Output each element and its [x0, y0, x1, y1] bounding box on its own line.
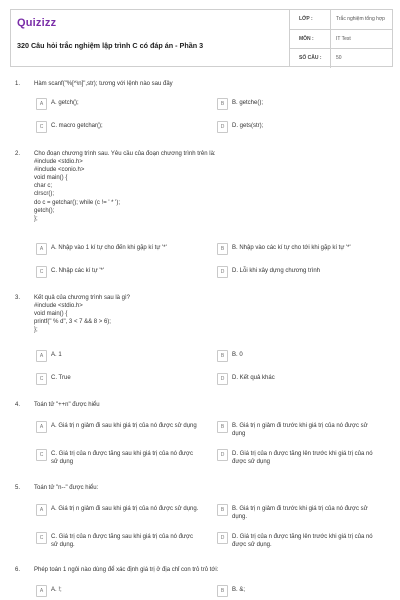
option-text: C. Nhập các kí tự '*' [51, 268, 104, 274]
question-number: 4. [15, 402, 21, 408]
option-text: B. 0 [232, 352, 243, 358]
question-number: 3. [15, 295, 21, 301]
option-letter-box: C [36, 532, 47, 544]
meta-key: LỚP : [299, 16, 313, 22]
meta-key: SỐ CÂU : [299, 55, 322, 62]
meta-key: MÔN : [299, 35, 314, 42]
question-number: 2. [15, 151, 21, 157]
option-text: B. Nhập vào các kí tự cho tới khi gặp kí tự '*' [232, 245, 351, 251]
option-text: D. Giá trị của n được tăng lên trước khi giá trị của nó được sử dụng [232, 451, 373, 466]
option-text: A. Giá trị n giảm đi sau khi giá trị của nó được sử dụng. [51, 506, 199, 512]
question-number: 5. [15, 485, 21, 491]
option-letter-box: B [217, 98, 228, 110]
option-letter-box: C [36, 449, 47, 461]
meta-row-subject [290, 30, 393, 50]
option-text: D. Kết quả khác [232, 375, 275, 381]
option-letter-box: A [36, 350, 47, 362]
option-letter-box: B [217, 504, 228, 516]
option-letter-box: D [217, 121, 228, 133]
option-text: A. Nhập vào 1 kí tự cho đến khi gặp kí tự '*' [51, 245, 167, 251]
option-text: B. Giá trị n giảm đi trước khi giá trị của nó được sử dụng. [232, 506, 368, 521]
option-letter-box: A [36, 421, 47, 433]
option-letter-box: D [217, 373, 228, 385]
quizizz-logo: Quizizz [17, 17, 57, 29]
option-text: C. Giá trị của n được tăng sau khi giá trị của nó được sử dụng [51, 451, 193, 466]
option-letter-box: B [217, 585, 228, 597]
option-text: D. Lỗi khi xây dựng chương trình [232, 268, 321, 274]
option-letter-box: A [36, 98, 47, 110]
page-title: 320 Câu hỏi trắc nghiệm lập trình C có đáp án - Phần 3 [17, 41, 204, 50]
option-text: D. gets(str); [232, 123, 264, 129]
option-letter-box: D [217, 449, 228, 461]
meta-row-class [290, 10, 393, 30]
option-letter-box: D [217, 266, 228, 278]
option-text: B. getche(); [232, 100, 264, 106]
option-text: D. Giá trị của n được tăng lên trước khi giá trị của nó được sử dụng. [232, 534, 373, 549]
option-letter-box: A [36, 585, 47, 597]
question-text: Phép toán 1 ngôi nào dùng để xác định giá trị ở địa chỉ con trỏ trỏ tới: [34, 567, 219, 573]
option-letter-box: D [217, 532, 228, 544]
option-letter-box: C [36, 373, 47, 385]
option-letter-box: B [217, 243, 228, 255]
option-text: C. macro getchar(); [51, 123, 103, 129]
option-letter-box: B [217, 421, 228, 433]
meta-value: Trắc nghiệm tổng hợp [336, 16, 385, 22]
question-number: 1. [15, 81, 21, 87]
option-letter-box: C [36, 266, 47, 278]
question-number: 6. [15, 567, 21, 573]
option-letter-box: C [36, 121, 47, 133]
option-text: A. getch(); [51, 100, 79, 106]
option-text: A. !; [51, 587, 62, 593]
meta-table [289, 10, 393, 66]
option-letter-box: A [36, 504, 47, 516]
meta-value: IT Test [336, 35, 351, 42]
question-text: Toán tử "++n" được hiểu [34, 402, 100, 408]
question-text: Kết quả của chương trình sau là gì? #include <stdio.h> void main() { printf(" % d", 3 < 7 && 8 > 6); }; [34, 295, 131, 334]
option-text: A. Giá trị n giảm đi sau khi giá trị của nó được sử dụng [51, 423, 197, 429]
option-letter-box: A [36, 243, 47, 255]
meta-row-count [290, 49, 393, 68]
question-text: Toán tử "n--" được hiểu: [34, 485, 99, 491]
document-header [10, 9, 393, 67]
meta-value: 50 [336, 55, 342, 62]
option-letter-box: B [217, 350, 228, 362]
question-text: Hàm scanf("%[^\n]",str); tương với lệnh nào sau đây [34, 81, 173, 87]
option-text: C. True [51, 375, 71, 381]
option-text: B. Giá trị n giảm đi trước khi giá trị của nó được sử dụng [232, 423, 368, 438]
question-text: Cho đoạn chương trình sau. Yêu cầu của đoạn chương trình trên là: #include <stdio.h> #include <conio.h> void main() { char c; clrscr(); do c = getchar(); while (c != ' * '); getch(); }; [34, 151, 216, 222]
option-text: A. 1 [51, 352, 62, 358]
option-text: C. Giá trị của n được tăng sau khi giá trị của nó được sử dụng. [51, 534, 193, 549]
option-text: B. &; [232, 587, 246, 593]
